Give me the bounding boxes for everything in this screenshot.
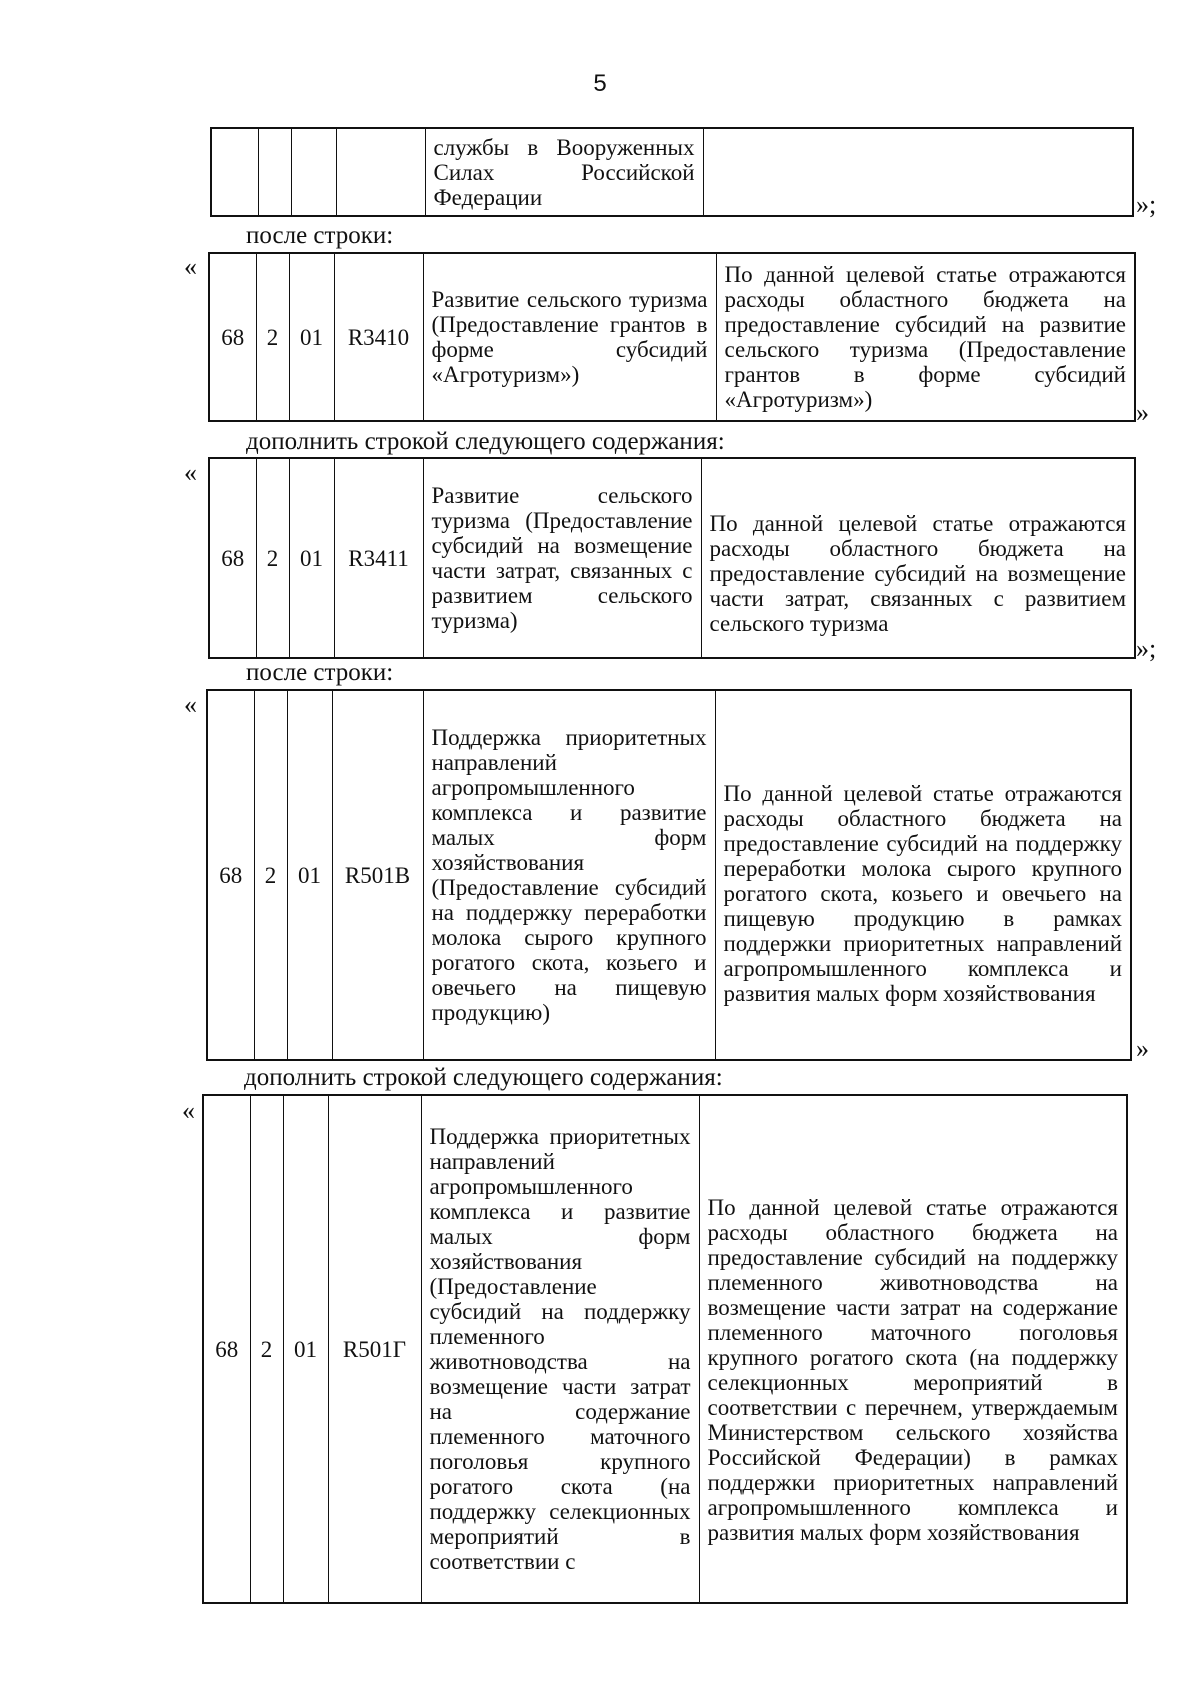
cell-code-3: 01 bbox=[283, 1095, 328, 1603]
close-quote: »; bbox=[1136, 634, 1157, 663]
cell-code-3 bbox=[291, 128, 336, 216]
open-quote: « bbox=[184, 690, 197, 719]
cell-name: Поддержка приоритетных направлений агропромышленного комплекса и развитие малых форм хозяйствования (Предоставление субсидий на поддержку переработки молока сырого крупного рогатого скота, козьего и овечьего на пищевую продукцию) bbox=[423, 690, 715, 1060]
cell-name: Поддержка приоритетных направлений агропромышленного комплекса и развитие малых форм хозяйствования (Предоставление субсидий на поддержку племенного животноводства на возмещение части затрат на содержание племенного маточного поголовья крупного рогатого скота (на поддержку селекционных мероприятий в соответствии с bbox=[421, 1095, 699, 1603]
close-quote: » bbox=[1136, 1034, 1149, 1063]
open-quote: « bbox=[184, 458, 197, 487]
instruction-text: дополнить строкой следующего содержания: bbox=[244, 1064, 723, 1091]
cell-code-2: 2 bbox=[250, 1095, 283, 1603]
close-quote: »; bbox=[1136, 190, 1157, 219]
table-row-r501g bbox=[202, 1094, 1128, 1604]
cell-code-1: 68 bbox=[207, 690, 254, 1060]
table-row-r501v bbox=[206, 689, 1132, 1061]
table-row-r3411 bbox=[208, 457, 1136, 659]
open-quote: « bbox=[182, 1096, 195, 1125]
instruction-text: после строки: bbox=[246, 659, 394, 686]
cell-code-3: 01 bbox=[289, 458, 334, 658]
cell-name: Развитие сельского туризма (Предоставление субсидий на возмещение части затрат, связанных с развитием сельского туризма) bbox=[423, 458, 701, 658]
cell-description: По данной целевой статье отражаются расходы областного бюджета на предоставление субсидий на поддержку племенного животноводства на возмещение части затрат на содержание племенного маточного поголовья крупного рогатого скота (на поддержку селекционных мероприятий в соответствии с перечнем, утверждаемым Министерством сельского хозяйства Российской Федерации) в рамках поддержки приоритетных направлений агропромышленного комплекса и развития малых форм хозяйствования bbox=[699, 1095, 1127, 1603]
open-quote: « bbox=[184, 252, 197, 281]
cell-code-4 bbox=[336, 128, 425, 216]
cell-code-2: 2 bbox=[256, 253, 289, 421]
table-row-continuation bbox=[210, 127, 1134, 217]
close-quote: » bbox=[1136, 398, 1149, 427]
instruction-text: дополнить строкой следующего содержания: bbox=[246, 428, 725, 455]
cell-code-1: 68 bbox=[209, 458, 256, 658]
cell-code-4: R501Г bbox=[328, 1095, 421, 1603]
cell-code-4: R3410 bbox=[334, 253, 423, 421]
cell-code-2: 2 bbox=[254, 690, 287, 1060]
cell-description: По данной целевой статье отражаются расходы областного бюджета на предоставление субсидий на поддержку переработки молока сырого крупного рогатого скота, козьего и овечьего на пищевую продукцию в рамках поддержки приоритетных направлений агропромышленного комплекса и развития малых форм хозяйствования bbox=[715, 690, 1131, 1060]
cell-name: службы в Вооруженных Силах Российской Федерации bbox=[425, 128, 703, 216]
cell-code-1: 68 bbox=[209, 253, 256, 421]
cell-code-1: 68 bbox=[203, 1095, 250, 1603]
cell-code-3: 01 bbox=[287, 690, 332, 1060]
page-number: 5 bbox=[593, 70, 607, 97]
cell-code-2 bbox=[258, 128, 291, 216]
cell-description: По данной целевой статье отражаются расходы областного бюджета на предоставление субсидий на развитие сельского туризма (Предоставление грантов в форме субсидий «Агротуризм») bbox=[716, 253, 1135, 421]
instruction-text: после строки: bbox=[246, 222, 394, 249]
cell-code-4: R3411 bbox=[334, 458, 423, 658]
cell-description bbox=[703, 128, 1133, 216]
table-row-r3410 bbox=[208, 252, 1136, 422]
cell-code-1 bbox=[211, 128, 258, 216]
cell-description: По данной целевой статье отражаются расходы областного бюджета на предоставление субсидий на возмещение части затрат, связанных с развитием сельского туризма bbox=[701, 458, 1135, 658]
cell-code-2: 2 bbox=[256, 458, 289, 658]
cell-name: Развитие сельского туризма (Предоставление грантов в форме субсидий «Агротуризм») bbox=[423, 253, 716, 421]
cell-code-3: 01 bbox=[289, 253, 334, 421]
cell-code-4: R501B bbox=[332, 690, 423, 1060]
